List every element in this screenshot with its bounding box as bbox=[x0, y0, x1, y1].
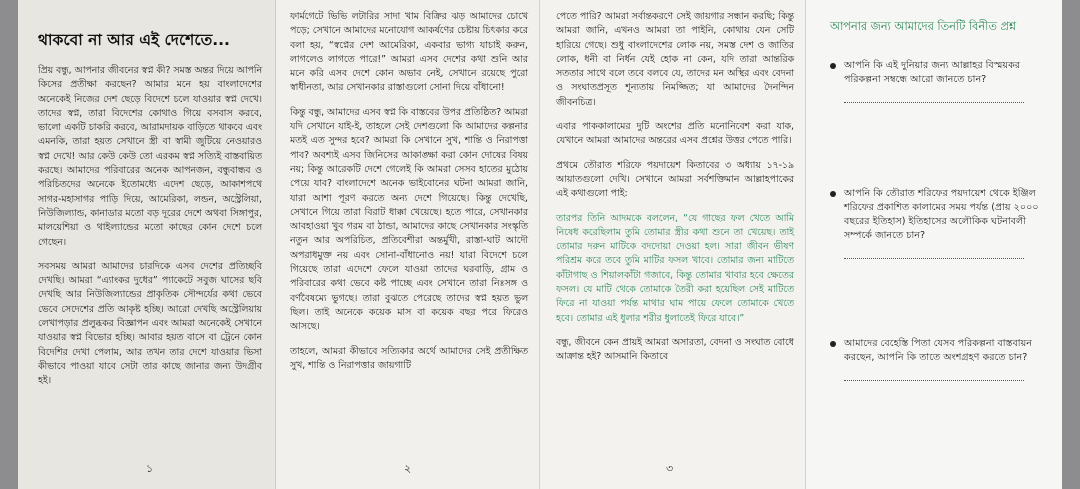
paragraph: পেতে পারি? আমরা সর্বান্তকরণে সেই জায়গার সন্ধান করছি; কিন্তু আমরা জানি, এখনও আমরা তা পাইনি, কোথায় যেন সেটি হারিয়ে গেছে। শুধু বাংলাদেশের লোক নয়, সমস্ত দেশ ও জাতির লোক, ধনী বা নির্ধন যেই হোক না কেন, যদি তারা আন্তরিক সততার সাথে বলে তবে বলবে যে, তাদের মন অস্থির এবং বেদনা ও সংঘাতপ্রসূত শূন্যতায় নিমজ্জিত; যা আমাদের দৈনন্দিন জীবনচিত্র। bbox=[556, 11, 794, 108]
page-number: ৩ bbox=[666, 462, 674, 475]
page-number: ১ bbox=[146, 462, 154, 475]
question-text: আপনি কি এই দুনিয়ার জন্য আল্লাহর বিস্ময়কর পরিকল্পনা সম্বন্ধে আরো জানতে চান? bbox=[844, 60, 1021, 85]
paragraph: সবসময় আমরা আমাদের চারদিকে এসব দেশের প্রতিচ্ছবি দেখছি। আমরা “এ্যাংকর দুধের” প্যাকেটে সবুজ ঘাসের ছবি দেখছি আর নিউজিল্যান্ডের প্রাকৃতিক সৌন্দর্যের কথা ভেবে ভেবে সেদেশের প্রতি আকৃষ্ট হচ্ছি। আরো দেখছি অস্ট্রেলিয়ায় লেখাপড়ার প্রলুব্ধকর বিজ্ঞাপন এবং আমরা অনেকেই সেখানে যাওয়ার স্বপ্ন বিভোর হচ্ছি। আবার হয়ত বাসে বা ট্রেনে কোন বিদেশির দেখা পেলাম, আর তখন তার দেশে যাওয়ার ভিসা কীভাবে পাওয়া যাবে সেটা তার কাছে জানার জন্য উদগ্রীব হই। bbox=[38, 260, 262, 387]
paragraph: প্রথমে তৌরাত শরিফে পয়দায়েশ কিতাবের ৩ অধ্যায় ১৭-১৯ আয়াতগুলো দেখি। সেখানে আমরা সর্বশক্তিমান আল্লাহপাকের এই কথাগুলো পাই: bbox=[556, 159, 794, 200]
answer-line bbox=[844, 379, 1024, 381]
paragraph: তাহলে, আমরা কীভাবে সত্যিকার অর্থে আমাদের সেই প্রতীক্ষিত সুখ, শান্তি ও নিরাপত্তার জায়গাটি bbox=[290, 345, 528, 371]
paragraph: প্রিয় বন্ধু, আপনার জীবনের স্বপ্ন কী? সমস্ত অন্তর দিয়ে আপনি কিসের প্রতীক্ষা করছেন? আমার মনে হয় বাংলাদেশের অনেকেই নিজের দেশ ছেড়ে বিদেশে চলে যাওয়ার স্বপ্ন দেখে। তাদের স্বপ্ন, তারা বিদেশের কোথাও গিয়ে বসবাস করবে, ভালো একটি চাকরি করবে, আরামদায়ক বাড়িতে থাকবে এবং এমনকি, তারা হয়ত সেখানে স্ত্রী বা স্বামী জুটিয়ে নেওয়ারও স্বপ্ন দেখে! আর কেউ কেউ তো এরকম স্বপ্ন সত্যিই বাস্তবায়িত করছে। আমাদের পরিবারের অনেক আপনজন, বন্ধুবান্ধব ও পরিচিতদের অনেকে ইতোমধ্যে এদেশ ছেড়ে, আকাশপথে সাগর-মহাসাগর পাড়ি দিয়ে, আমেরিকা, লন্ডন, অস্ট্রেলিয়া, নিউজিল্যান্ড, কানাডার মতো বড় দূরের দেশে অথবা সিঙ্গাপুর, মালয়েশিয়া ও থাইল্যান্ডের মতো কাছের কোন দেশে চলে গেছেন। bbox=[38, 65, 262, 248]
question-text: আপনি কি তৌরাত শরিফের পয়দায়েশ থেকে ইঞ্জিল শরিফের প্রকাশিত কালামের সময় পর্যন্ত (প্রায় ২০০০ বছরের ইতিহাস) ইতিহাসের অলৌকিক ঘটনাবলী সম্পর্কে জানতে চান? bbox=[844, 188, 1039, 241]
bullet-icon bbox=[830, 191, 836, 197]
question-item bbox=[830, 337, 1046, 365]
panel-page-2 bbox=[276, 0, 540, 489]
page-title: থাকবো না আর এই দেশেতে... bbox=[38, 31, 230, 49]
question-item bbox=[830, 59, 1046, 87]
question-text: আমাদের বেহেস্তি পিতা যেসব পরিকল্পনা বাস্তবায়ন করছেন, আপনি কি তাতে অংশগ্রহণ করতে চান? bbox=[844, 338, 1032, 363]
paragraph: এবার পাককালামের দুটি অংশের প্রতি মনোনিবেশ করা যাক, যেখানে আমরা আমাদের অন্তরের এসব প্রশ্নের উত্তর পেতে পারি। bbox=[556, 121, 794, 147]
answer-line bbox=[844, 101, 1024, 103]
answer-line bbox=[844, 257, 1024, 259]
paragraph: কিন্তু বন্ধু, আমাদের এসব স্বপ্ন কি বাস্তবের উপর প্রতিষ্ঠিত? আমরা যদি সেখানে যাই-ই, তাহলে সেই দেশগুলো কি আমাদের কল্পনার মতই এত সুন্দর হবে? আমরা কি সেখানে সুখ, শান্তি ও নিরাপত্তা পাব? অবশ্যই এসব জিনিসের আকাঙ্ক্ষা করা কোন দোষের বিষয় নয়; কিন্তু আরেকটি দেশে গেলেই কি আমরা সেসব হাতের মুঠোয় পেয়ে যাব? বাংলাদেশে অনেক ভাইবোনের ঘটনা আমরা জানি, যারা আশা পূরণ করতে অন্য দেশে গিয়েছে। কিন্তু দেখেছি, সেখানে গিয়ে তারা বিরাট ধাক্কা খেয়েছে। হতে পারে, সেখানকার আবহাওয়া খুব গরম বা ঠান্ডা, আমাদের কাছে সেখানকার সংস্কৃতি নতুন আর অপরিচিত, প্রতিবেশীরা অন্তর্মুখী, রাস্তা-ঘাট আদৌ অপরাধমুক্ত নয় এবং সোনা-বাঁধানোও নয়! যারা বিদেশে চলে গিয়েছে তারা এদেশে ফেলে যাওয়া তাদের ঘরবাড়ি, গ্রাম ও পরিবারের কথা ভেবে কষ্ট পাচ্ছে এবং সেখানে তারা নিঃসঙ্গ ও বর্ণবৈষম্যে ভুগছে। তারা বুঝতে পেরেছে তাদের স্বপ্ন হয়ত ভুল ছিল। তাই অনেকে কয়েক মাস বা কয়েক বছর পরে ফিরেও আসছে। bbox=[290, 106, 528, 333]
question-item bbox=[830, 187, 1046, 243]
bullet-icon bbox=[830, 341, 836, 347]
paragraph: বন্ধু, জীবনে কেন প্রায়ই আমরা অসারতা, বেদনা ও সংঘাত বোধে আক্রান্ত হই? আসমানি কিতাবে bbox=[556, 336, 794, 363]
page-number: ২ bbox=[404, 462, 412, 475]
question-block bbox=[830, 187, 1046, 259]
bullet-icon bbox=[830, 63, 836, 69]
question-block bbox=[830, 337, 1046, 381]
panel-page-1 bbox=[18, 0, 276, 489]
questions-title: আপনার জন্য আমাদের তিনটি বিনীত প্রশ্ন bbox=[830, 20, 1016, 33]
question-block bbox=[830, 59, 1046, 103]
panel-page-3 bbox=[540, 0, 806, 489]
scripture-quote: তারপর তিনি আদমকে বললেন, “যে গাছের ফল খেতে আমি নিষেধ করেছিলাম তুমি তোমার স্ত্রীর কথা শুনে তা খেয়েছ। তাই তোমার দরুন মাটিকে বদদোয়া দেওয়া হল। সারা জীবন ভীষণ পরিশ্রম করে তবে তুমি মাটির ফসল খাবে। তোমার জন্য মাটিতে কাঁটাগাছ ও শিয়ালকাঁটা গজাবে, কিন্তু তোমার খাবার হবে ক্ষেতের ফসল। যে মাটি থেকে তোমাকে তৈরী করা হয়েছিল সেই মাটিতে ফিরে না যাওয়া পর্যন্ত মাথার ঘাম পায়ে ফেলে তোমাকে খেতে হবে। তোমার এই ধুলার শরীর ধুলাতেই ফিরে যাবে।” bbox=[556, 212, 794, 324]
panel-questions bbox=[806, 0, 1062, 489]
paragraph: ফার্মগেটে ভিভি লটারির সাদা খাম বিক্রির ঝড় আমাদের চোখে পড়ে; সেখানে আমাদের মনোযোগ আকর্ষণের চেষ্টায় চিৎকার করে বলা হয়, “স্বপ্নের দেশ আমেরিকা, একবার ভাগ্য যাচাই করুন, লাগলেও লাগতে পারে!” আমরা এসব দেশের কথা শুনি আর মনে করি এসব দেশে কোন অভাব নেই, সেখানে রয়েছে পুরো স্বাধীনতা, আর সেখানকার রাস্তাগুলো সোনা দিয়ে বাঁধানো! bbox=[290, 11, 528, 94]
